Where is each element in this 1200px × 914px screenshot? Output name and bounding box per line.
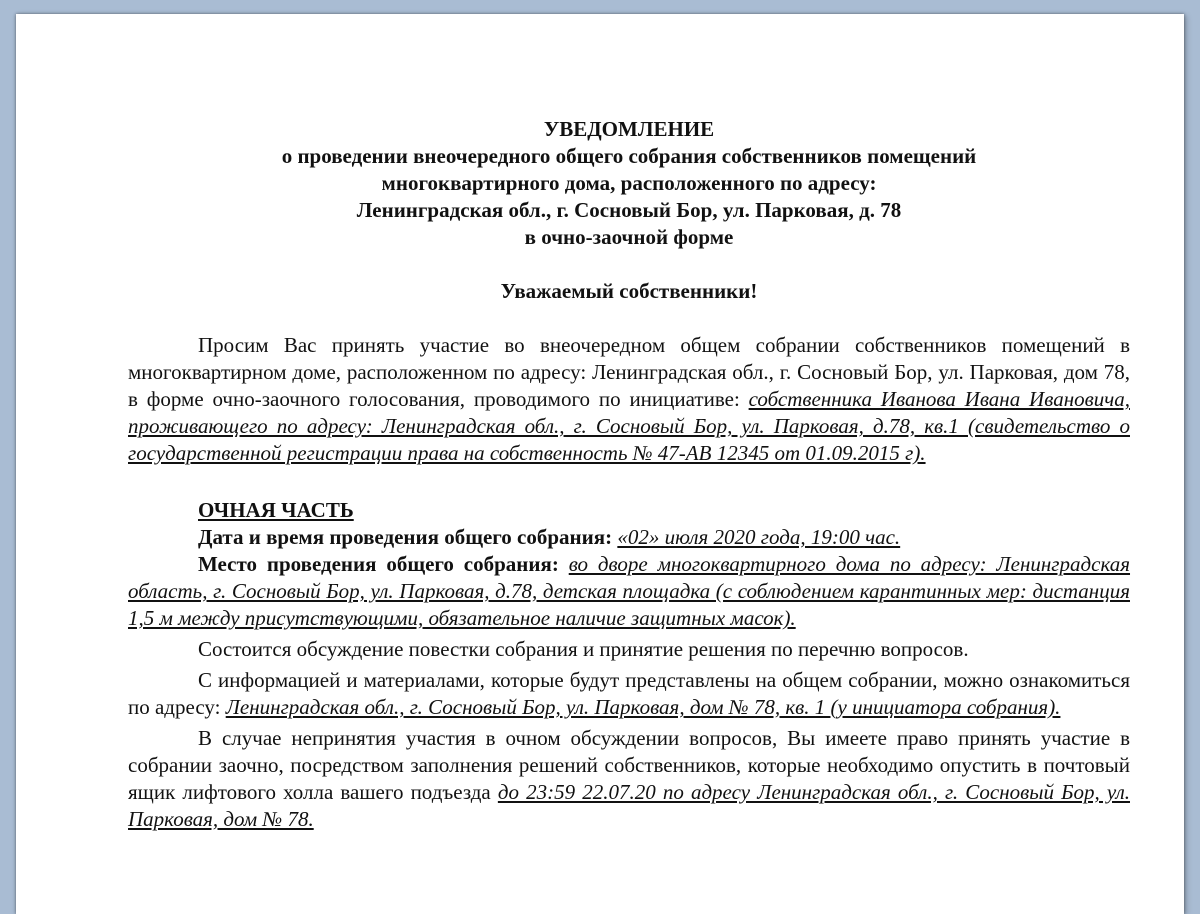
absentee-text: В случае непринятия участия в очном обсуждении вопросов, Вы имеете право принять участие в собрании заочно, посредством заполнения решений собственников, которые необходимо опустить в почтовый ящик лифтового холла вашего подъезда [128,726,1130,804]
title-address: Ленинградская обл., г. Сосновый Бор, ул. Парковая, д. 78 [356,198,902,222]
intro-text: Просим Вас принять участие во внеочередном общем собрании собственников помещений в многоквартирном доме, расположенном по адресу: Ленинградская обл., г. Сосновый Бор, ул. Парковая, дом 78, в форме очно-заочного голосования, проводимого по инициативе: [128,333,1130,411]
intro-paragraph [128,332,1130,467]
initiator-details: собственника Иванова Ивана Ивановича, проживающего по адресу: Ленинградская обл., г. Сосновый Бор, ул. Парковая, д.78, кв.1 (свидетельство о государственной регистрации права на собственность № 47-АВ 12345 от 01.09.2015 г). [128,387,1130,465]
absentee-paragraph [128,725,1130,833]
document-body [128,116,1130,833]
date-value: «02» июля 2020 года, 19:00 час. [617,525,901,549]
in-person-heading-line [128,497,1130,524]
materials-text: С информацией и материалами, которые будут представлены на общем собрании, можно ознакомиться по адресу: [128,668,1130,719]
date-label: Дата и время проведения общего собрания: [198,525,613,549]
absentee-deadline: до 23:59 22.07.20 по адресу Ленинградская обл., г. Сосновый Бор, ул. Парковая, дом № 78. [128,780,1130,831]
greeting: Уважаемый собственники! [500,279,758,303]
agenda-paragraph: Состоится обсуждение повестки собрания и принятие решения по перечню вопросов. [198,637,969,661]
document-page [16,14,1184,914]
place-paragraph [128,551,1130,632]
materials-paragraph [128,667,1130,721]
materials-address: Ленинградская обл., г. Сосновый Бор, ул. Парковая, дом № 78, кв. 1 (у инициатора собрания). [225,695,1061,719]
title-building: многоквартирного дома, расположенного по адресу: [381,171,877,195]
title-heading: УВЕДОМЛЕНИЕ [543,117,715,141]
title-subject: о проведении внеочередного общего собрания собственников помещений [281,144,977,168]
place-value: во дворе многоквартирного дома по адресу: Ленинградская область, г. Сосновый Бор, ул. Парковая, д.78, детская площадка (с соблюдением карантинных мер: дистанция 1,5 м между присутствующими, обязательное наличие защитных масок). [128,552,1131,630]
in-person-heading: ОЧНАЯ ЧАСТЬ [198,498,354,522]
title-block [128,116,1130,251]
date-paragraph [128,524,1130,551]
place-label: Место проведения общего собрания: [198,552,559,576]
title-form: в очно-заочной форме [524,225,734,249]
